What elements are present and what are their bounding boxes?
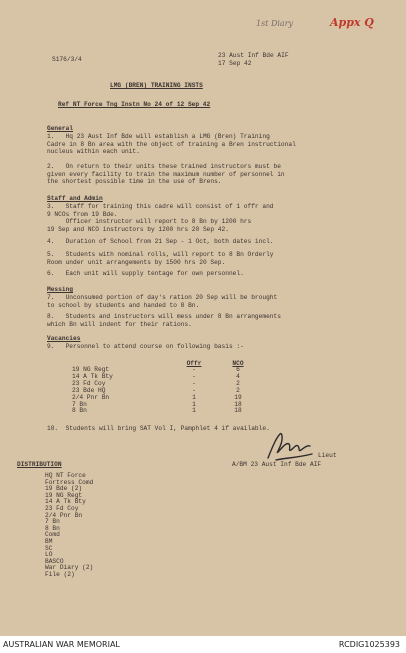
- paragraph-7: [47, 294, 277, 309]
- offr-cell: 1: [192, 407, 196, 415]
- distribution-heading: DISTRIBUTION: [17, 461, 62, 468]
- section-heading-messing: Messing: [47, 286, 73, 293]
- file-reference: S176/3/4: [52, 56, 82, 63]
- archive-footer: [0, 636, 406, 653]
- archive-annotation: [250, 12, 400, 42]
- document-title: LMG (BREN) TRAINING INSTS: [110, 82, 203, 89]
- unit-cell: 14 A Tk Bty: [72, 372, 113, 380]
- nco-cell: 19: [234, 393, 242, 401]
- distribution-list: [45, 473, 93, 579]
- paragraph-line: Cadre in 8 Bn area with the object of training a Bren instructional: [47, 140, 296, 148]
- unit-cell: 23 Fd Coy: [72, 379, 106, 387]
- record-id: RCDIG1025393: [338, 640, 400, 649]
- list-item: SC: [45, 544, 53, 552]
- table-row: [72, 402, 260, 409]
- list-item: BM: [45, 537, 53, 545]
- list-item: 14 A Tk Bty: [45, 498, 86, 506]
- paragraph-line: given every facility to train the maximum number of personnel in: [47, 170, 285, 178]
- table-row: [72, 408, 260, 415]
- section-heading-vacancies: Vacancies: [47, 335, 81, 342]
- paragraph-line: 6. Each unit will supply tentage for own personnel.: [47, 270, 244, 277]
- nco-cell: 6: [236, 366, 240, 373]
- paragraph-line: 8. Students and instructors will mess under 8 Bn arrangements: [47, 313, 281, 320]
- paragraph-3: [47, 203, 274, 233]
- list-item: BASCO: [45, 557, 64, 565]
- paragraph-line: 5. Students with nominal rolls, will report to 8 Bn Orderly: [47, 251, 274, 258]
- section-heading-general: General: [47, 125, 73, 132]
- paragraph-line: 19 Sep and NCO instructors by 1200 hrs 20 Sep 42.: [47, 225, 229, 233]
- nco-cell: 18: [234, 407, 242, 415]
- offr-cell: -: [192, 372, 196, 380]
- unit-cell: 19 NG Regt: [72, 366, 110, 373]
- list-item: LO: [45, 551, 53, 559]
- paragraph-line: the shortest possible time in the use of Brens.: [47, 178, 222, 186]
- paragraph-2: [47, 163, 285, 186]
- paragraph-1: [47, 133, 296, 156]
- vacancies-table: [72, 359, 260, 415]
- unit-cell: 7 Bn: [72, 400, 87, 408]
- offr-cell: 1: [192, 393, 196, 401]
- column-header-nco: NCO: [232, 359, 244, 367]
- section-heading-staff-admin: Staff and Admin: [47, 195, 103, 202]
- paragraph-line: 7. Unconsumed portion of day's ration 20 Sep will be brought: [47, 294, 278, 301]
- list-item: 23 Fd Coy: [45, 504, 79, 512]
- list-item: War Diary (2): [45, 564, 94, 572]
- paragraph-line: which Bn will indent for their rations.: [47, 320, 192, 328]
- signatory-appointment: A/BM 23 Aust Inf Bde AIF: [232, 461, 322, 468]
- offr-cell: -: [192, 379, 196, 387]
- paragraph-5: [47, 251, 274, 266]
- list-item: 2/4 Pnr Bn: [45, 511, 83, 519]
- document-date: 17 Sep 42: [218, 60, 252, 67]
- handwritten-note: 1st Diary: [256, 19, 294, 28]
- paragraph-line: nucleus within each unit.: [47, 148, 140, 156]
- list-item: 19 Bde (2): [45, 485, 83, 493]
- offr-cell: -: [192, 366, 196, 373]
- list-item: HQ NT Force: [45, 472, 86, 479]
- reference-instruction: Ref NT Force Tng Instn No 24 of 12 Sep 42: [58, 101, 211, 108]
- paragraph-line: 2. On return to their units these trained instructors must be: [47, 163, 281, 170]
- table-row: [72, 395, 260, 402]
- appendix-label: Appx Q: [330, 16, 374, 29]
- unit-cell: 23 Bde HQ: [72, 386, 106, 394]
- list-item: 8 Bn: [45, 524, 60, 532]
- list-item: Fortress Comd: [45, 478, 94, 486]
- list-item: 19 NG Regt: [45, 491, 83, 499]
- list-item: File (2): [45, 570, 75, 578]
- paragraph-line: Room under unit arrangements by 1500 hrs 20 Sep.: [47, 258, 226, 266]
- nco-cell: 4: [236, 372, 240, 380]
- nco-cell: 2: [236, 386, 240, 394]
- signatory-rank: Lieut: [318, 452, 337, 459]
- paragraph-line: to school by students and handed to 8 Bn.: [47, 301, 200, 309]
- paragraph-line: 1. Hq 23 Aust Inf Bde will establish a LMG (Bren) Training: [47, 133, 270, 140]
- list-item: 7 Bn: [45, 518, 60, 526]
- issuing-unit: 23 Aust Inf Bde AIF: [218, 52, 289, 59]
- paragraph-4: [47, 238, 274, 246]
- offr-cell: 1: [192, 400, 196, 408]
- unit-cell: 8 Bn: [72, 407, 87, 415]
- offr-cell: -: [192, 386, 196, 394]
- paragraph-line: 3. Staff for training this cadre will consist of 1 offr and: [47, 203, 274, 210]
- paragraph-line: 9 NCOs from 19 Bde.: [47, 210, 118, 218]
- nco-cell: 18: [234, 400, 242, 408]
- list-item: Comd: [45, 531, 60, 539]
- unit-cell: 2/4 Pnr Bn: [72, 393, 110, 401]
- column-header-offr: Offr: [186, 359, 202, 367]
- paragraph-6: [47, 270, 244, 278]
- paragraph-10: 10. Students will bring SAT Vol I, Pamphlet 4 if available.: [47, 425, 270, 432]
- paragraph-9: 9. Personnel to attend course on following basis :-: [47, 343, 244, 350]
- archive-name: AUSTRALIAN WAR MEMORIAL: [3, 640, 120, 649]
- nco-cell: 2: [236, 379, 240, 387]
- paragraph-8: [47, 313, 281, 328]
- paragraph-line: 4. Duration of School from 21 Sep - 1 Oct, both dates incl.: [47, 238, 274, 245]
- paragraph-line: Officer instructor will report to 8 Bn by 1200 hrs: [47, 218, 252, 226]
